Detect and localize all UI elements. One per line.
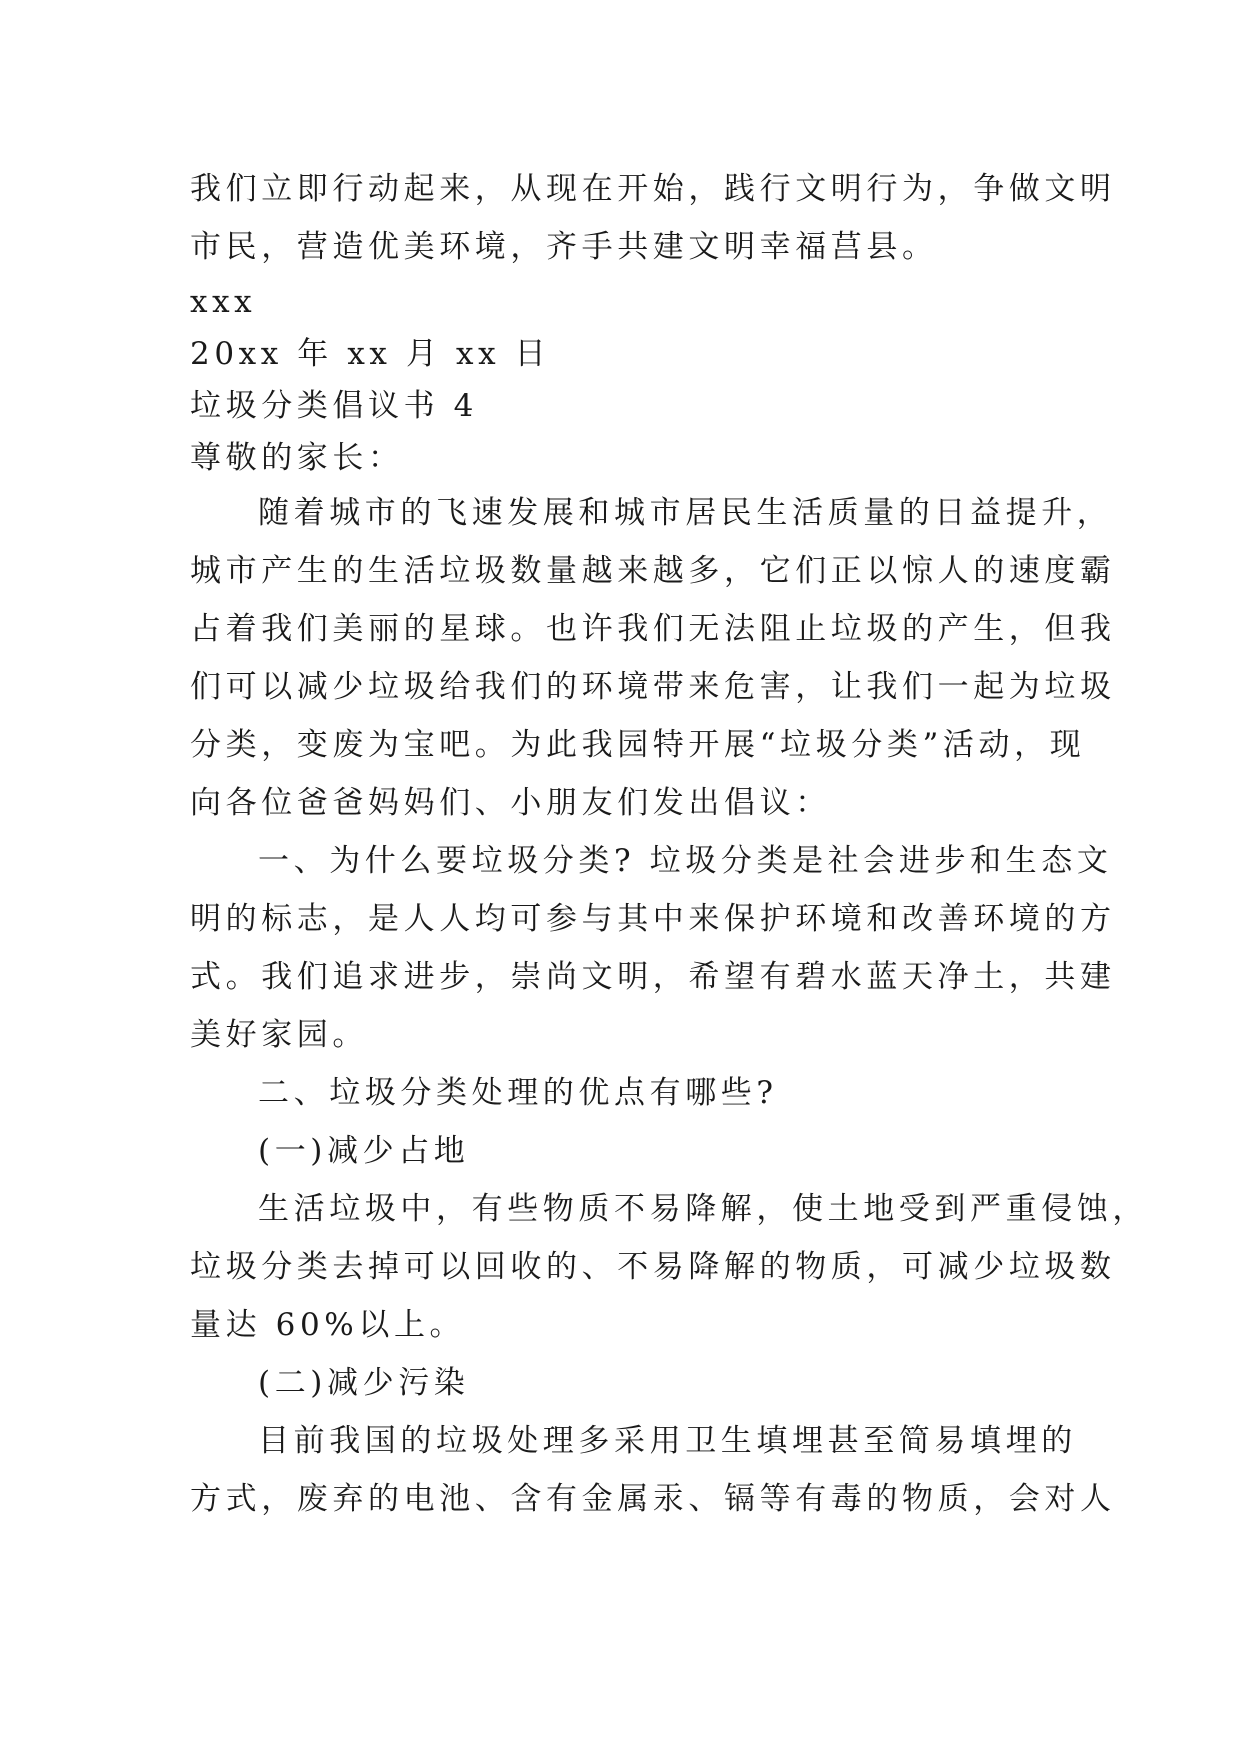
paragraph-line: 目前我国的垃圾处理多采用卫生填埋甚至简易填埋的 bbox=[258, 1423, 1077, 1459]
subheading: (一)减少占地 bbox=[258, 1133, 470, 1169]
subheading: (二)减少污染 bbox=[258, 1365, 470, 1401]
paragraph-line: 明的标志，是人人均可参与其中来保护环境和改善环境的方 bbox=[190, 901, 1116, 937]
paragraph-line: 分类，变废为宝吧。为此我园特开展“垃圾分类”活动，现 bbox=[190, 727, 1086, 763]
paragraph-line: 方式，废弃的电池、含有金属汞、镉等有毒的物质，会对人 bbox=[190, 1481, 1116, 1517]
paragraph-line: 量达 60%以上。 bbox=[190, 1307, 466, 1343]
paragraph-line: 一、为什么要垃圾分类? 垃圾分类是社会进步和生态文 bbox=[258, 843, 1113, 879]
paragraph-line: 美好家园。 bbox=[190, 1017, 368, 1053]
subheading: 二、垃圾分类处理的优点有哪些? bbox=[258, 1075, 778, 1111]
paragraph-line: 向各位爸爸妈妈们、小朋友们发出倡议： bbox=[190, 785, 831, 821]
signature-name: xxx bbox=[190, 284, 257, 320]
document-page bbox=[190, 160, 1148, 1528]
paragraph-line: 生活垃圾中，有些物质不易降解，使土地受到严重侵蚀， bbox=[258, 1191, 1148, 1227]
paragraph-line: 我们立即行动起来，从现在开始，践行文明行为，争做文明 bbox=[190, 171, 1116, 207]
paragraph-line: 城市产生的生活垃圾数量越来越多，它们正以惊人的速度霸 bbox=[190, 553, 1116, 589]
paragraph-line: 占着我们美丽的星球。也许我们无法阻止垃圾的产生，但我 bbox=[190, 611, 1116, 647]
paragraph-line: 随着城市的飞速发展和城市居民生活质量的日益提升， bbox=[258, 495, 1113, 531]
paragraph-line: 市民，营造优美环境，齐手共建文明幸福莒县。 bbox=[190, 229, 938, 265]
section-title: 垃圾分类倡议书 4 bbox=[190, 388, 478, 424]
paragraph-line: 垃圾分类去掉可以回收的、不易降解的物质，可减少垃圾数 bbox=[190, 1249, 1116, 1285]
signature-date: 20xx 年 xx 月 xx 日 bbox=[190, 336, 551, 372]
salutation: 尊敬的家长： bbox=[190, 440, 404, 476]
paragraph-line: 式。我们追求进步，崇尚文明，希望有碧水蓝天净土，共建 bbox=[190, 959, 1116, 995]
paragraph-line: 们可以减少垃圾给我们的环境带来危害，让我们一起为垃圾 bbox=[190, 669, 1116, 705]
